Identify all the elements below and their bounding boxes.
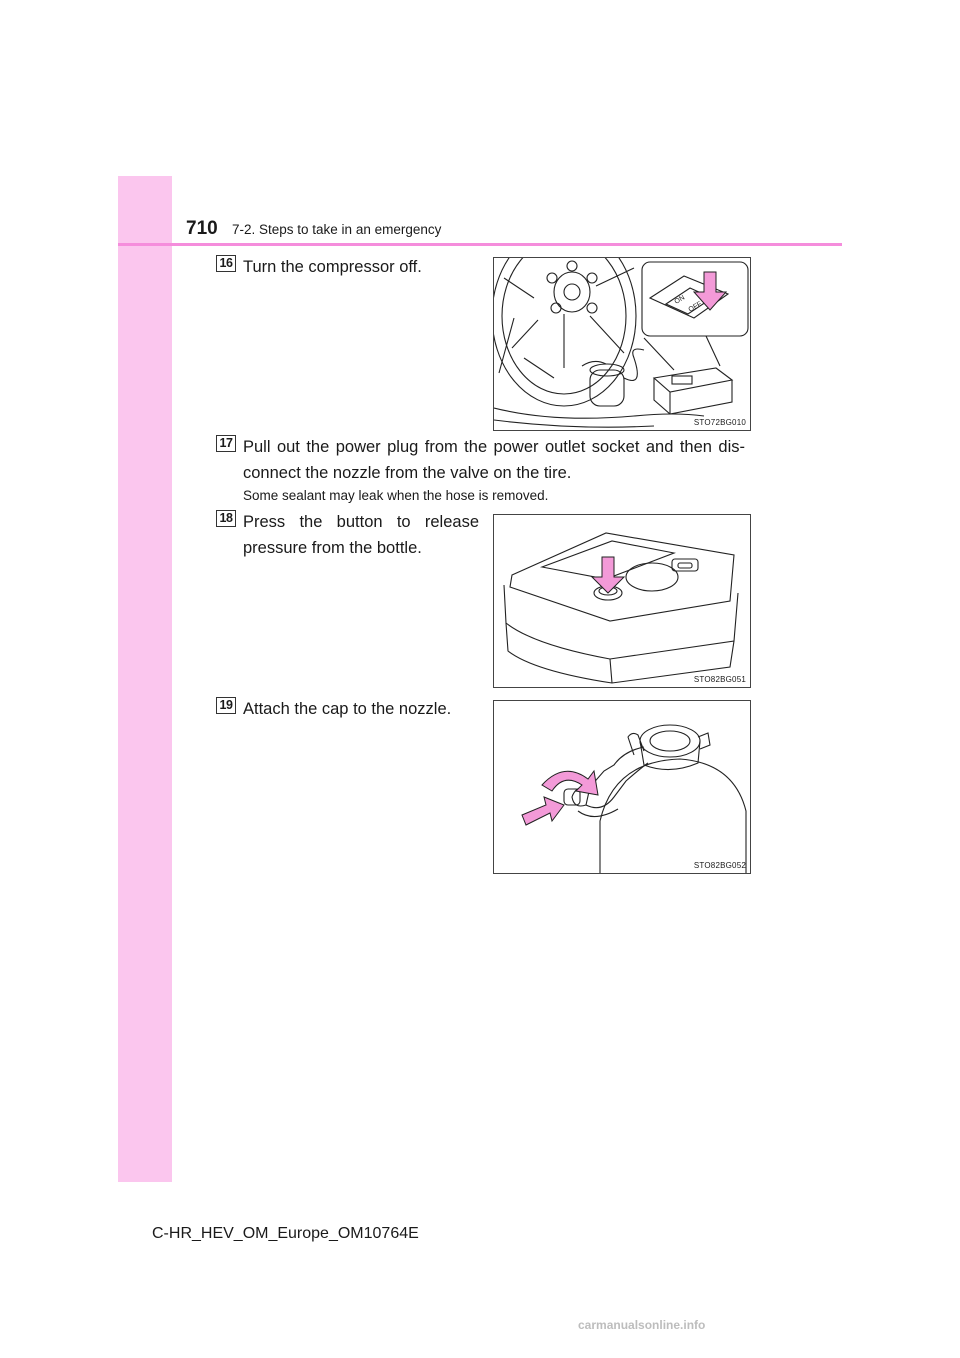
section-title: 7-2. Steps to take in an emergency [232,222,442,237]
figure-attach-cap [493,700,751,874]
figure-release-button [493,514,751,688]
step-19-badge: 19 [216,697,236,714]
watermark: carmanualsonline.info [578,1318,706,1332]
switch-on-label: ON [673,294,687,306]
step-17-badge: 17 [216,435,236,452]
wheel-compressor-illustration [494,258,751,431]
figure-code: STO72BG010 [693,418,746,427]
bottle-nozzle-illustration [494,701,751,874]
step-18-badge: 18 [216,510,236,527]
step-19-text: Attach the cap to the nozzle. [243,700,452,718]
step-18-text: Press the button to release pressure from the bottle. [243,513,479,557]
chapter-sidebar-tab [118,176,172,1182]
figure-compressor-off [493,257,751,431]
step-17-note: Some sealant may leak when the hose is removed. [243,488,549,503]
header-rule [118,243,842,246]
rotate-arrow-icon [542,771,598,795]
document-id: C-HR_HEV_OM_Europe_OM10764E [152,1225,419,1242]
switch-off-label: OFF [687,300,704,314]
compressor-top-illustration [494,515,751,688]
step-16-text: Turn the compressor off. [243,258,422,276]
press-arrow-icon [592,557,624,593]
step-16-badge: 16 [216,255,236,272]
push-arrow-icon [522,797,564,825]
figure-code: STO82BG051 [693,675,746,684]
step-17-text: Pull out the power plug from the power outlet socket and then dis-connect the nozzle from the valve on the tire. [243,438,745,482]
figure-code: STO82BG052 [693,861,746,870]
page-number: 710 [186,218,218,239]
